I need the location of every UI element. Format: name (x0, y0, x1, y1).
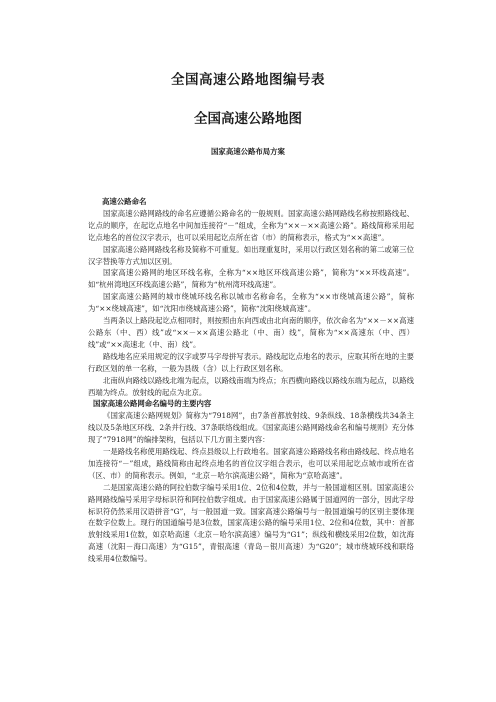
paragraph: 路线地名应采用规定的汉字或罗马字母拼写表示。路线起讫点地名的表示，应取其所在地的主要行政区划的单一名称，一般为县级（含）以上行政区划名称。 (88, 351, 414, 373)
section-heading-naming: 高速公路命名 (102, 197, 147, 206)
section-heading-numbering: 国家高速公路网命名编号的主要内容 (93, 399, 212, 409)
document-subtitle: 全国高速公路地图 (194, 111, 302, 127)
document-body (88, 196, 414, 565)
paragraph: 国家高速公路网路线名称及简称不可重复。如出现重复时，采用以行政区划名称的第二或第三位汉字替换等方式加以区别。 (88, 244, 414, 266)
section-title: 国家高速公路布局方案 (211, 147, 285, 156)
paragraph: 二是国家高速公路的阿拉伯数字编号采用1位、2位和4位数，并与一般国道相区别。国家高速公路网路线编号采用字母标识符和阿拉伯数字组成。由于国家高速公路属于国道网的一部分，因此字母标识符仍然采用汉语拼音“G”，与一般国道一致。国家高速公路编号与一般国道编号的区别主要体现在数字位数上。现行的国道编号是3位数，国家高速公路的编号采用1位、2位和4位数，其中：首都放射线采用1位数，如京哈高速（北京－哈尔滨高速）编号为“G1”；纵线和横线采用2位数，如沈海高速（沈阳－海口高速）为“G15”，青银高速（青岛－银川高速）为“G20”；城市绕城环线和联络线采用4位数编号。 (88, 482, 414, 564)
paragraph: 国家高速公路网路线的命名应遵循公路命名的一般规则。国家高速公路网路线名称按照路线起、讫点的顺序，在起讫点地名中间加连接符“－”组成，全称为“××－××高速公路”。路线简称采用起讫点地名的首位汉字表示，也可以采用起讫点所在省（市）的简称表示，格式为“××高速”。 (88, 208, 414, 242)
document-title: 全国高速公路地图编号表 (171, 72, 325, 88)
paragraph: 北南纵向路线以路线北端为起点，以路线南端为终点；东西横向路线以路线东端为起点，以路线西端为终点。放射线的起点为北京。 (88, 375, 414, 397)
paragraph: 国家高速公路网的地区环线名称，全称为“××地区环线高速公路”，简称为“××环线高速”。如“杭州湾地区环线高速公路”，简称为“杭州湾环线高速”。 (88, 268, 414, 290)
paragraph: 《国家高速公路网规划》简称为“7918网”，由7条首都放射线、9条纵线、18条横线共34条主线以及5条地区环线、2条并行线、37条联络线组成。《国家高速公路网路线命名和编号规则》充分体现了“7918网”的编排架构，包括以下几方面主要内容： (88, 411, 414, 445)
paragraph: 当两条以上路段起讫点相同时，则按照由东向西或由北向南的顺序，依次命名为“××－××高速公路东（中、西）线”或“××－××高速公路北（中、南）线”，简称为“××高速东（中、西）线”或“××高速北（中、南）线”。 (88, 316, 414, 349)
paragraph: 一是路线名称使用路线起、终点县级以上行政地名。国家高速公路路线名称由路线起、终点地名加连接符“－”组成，路线简称由起终点地名的首位汉字组合表示，也可以采用起讫点城市或所在省（区、市）的简称表示。例如，“北京－哈尔滨高速公路”，简称为“京哈高速”。 (88, 447, 414, 480)
paragraph: 国家高速公路网的城市绕城环线名称以城市名称命名，全称为“××市绕城高速公路”，简称为“××绕城高速”，如“沈阳市绕城高速公路”，简称“沈阳绕城高速”。 (88, 292, 414, 314)
